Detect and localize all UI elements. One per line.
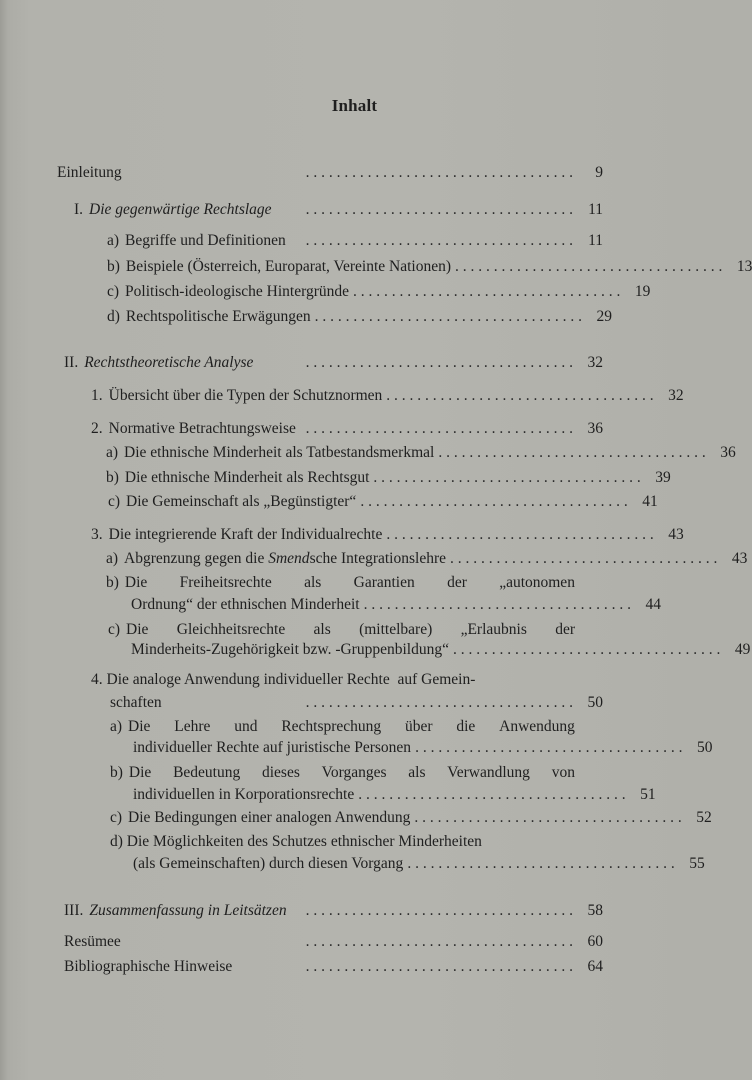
entry-number: c) xyxy=(108,621,121,638)
toc-entry-1b xyxy=(107,257,752,277)
toc-entry-2-3b-line2 xyxy=(131,595,661,615)
page-number: 32 xyxy=(668,387,684,404)
entry-number: 4. xyxy=(91,671,103,688)
leader-dots: . . . . . . . . . . . . . . . . . . . . . . . . . . . . . . . . . . . xyxy=(438,444,706,461)
entry-title-justified xyxy=(129,763,575,783)
entry-number: b) xyxy=(106,574,119,591)
toc-entry-1a xyxy=(107,231,603,251)
toc-entry-2-3b-line1 xyxy=(106,573,575,593)
entry-title: Bibliographische Hinweise xyxy=(64,958,233,975)
word: Bedeutung xyxy=(173,764,241,781)
word: „Erlaubnis xyxy=(460,621,527,638)
entry-number: III. xyxy=(64,902,84,919)
page-number: 52 xyxy=(696,809,712,826)
page-number: 44 xyxy=(645,596,661,613)
entry-number: d) xyxy=(107,308,120,325)
page-number: 11 xyxy=(588,232,603,249)
toc-entry-2-2c xyxy=(108,492,658,512)
toc-entry-2-3c-line1 xyxy=(108,620,575,640)
page-number: 43 xyxy=(668,526,684,543)
entry-title: (als Gemeinschaften) durch diesen Vorgang xyxy=(133,855,404,872)
entry-title: Rechtspolitische Erwägungen xyxy=(125,308,311,325)
entry-number: c) xyxy=(110,809,123,826)
toc-entry-2-2a xyxy=(106,443,736,463)
word: von xyxy=(551,764,575,781)
toc-entry-2-3 xyxy=(91,525,684,545)
leader-dots: . . . . . . . . . . . . . . . . . . . . . . . . . . . . . . . . . . . xyxy=(360,493,628,510)
word: die xyxy=(456,718,476,735)
entry-number: a) xyxy=(106,444,119,461)
toc-entry-2-3c-line2 xyxy=(131,640,751,660)
entry-title: Normative Betrachtungsweise xyxy=(108,420,296,437)
entry-number: c) xyxy=(108,493,121,510)
leader-dots: . . . . . . . . . . . . . . . . . . . . . . . . . . . . . . . . . . . xyxy=(358,786,626,803)
word: Die xyxy=(126,621,149,638)
entry-number: b) xyxy=(110,764,123,781)
leader-dots: . . . . . . . . . . . . . . . . . . . . . . . . . . . . . . . . . . . xyxy=(305,354,573,371)
word: der xyxy=(447,574,467,591)
entry-title: Die Gemeinschaft als „Begünstigter“ xyxy=(126,493,357,510)
page-number: 9 xyxy=(595,164,603,181)
entry-title: Die Möglichkeiten des Schutzes ethnischer Minderheiten xyxy=(126,833,482,850)
leader-dots: . . . . . . . . . . . . . . . . . . . . . . . . . . . . . . . . . . . xyxy=(363,596,631,613)
entry-title: Die ethnische Minderheit als Rechtsgut xyxy=(124,469,370,486)
entry-number: a) xyxy=(106,550,119,567)
page-number: 51 xyxy=(640,786,656,803)
word: und xyxy=(234,718,258,735)
entry-number: b) xyxy=(107,258,120,275)
toc-entry-2-1 xyxy=(91,386,684,406)
entry-title-part: Abgrenzung gegen die xyxy=(124,550,269,567)
leader-dots: . . . . . . . . . . . . . . . . . . . . . . . . . . . . . . . . . . . xyxy=(305,694,573,711)
toc-entry-2-4a-line2 xyxy=(133,738,713,758)
word: als xyxy=(313,621,331,638)
leader-dots: . . . . . . . . . . . . . . . . . . . . . . . . . . . . . . . . . . . xyxy=(452,641,721,658)
page-number: 13 xyxy=(736,258,752,275)
toc-entry-2-4d-line2 xyxy=(133,854,705,874)
entry-number: II. xyxy=(64,354,79,371)
entry-title: Die gegenwärtige Rechtslage xyxy=(89,201,272,218)
leader-dots: . . . . . . . . . . . . . . . . . . . . . . . . . . . . . . . . . . . xyxy=(450,550,718,567)
leader-dots: . . . . . . . . . . . . . . . . . . . . . . . . . . . . . . . . . . . xyxy=(305,164,573,181)
leader-dots: . . . . . . . . . . . . . . . . . . . . . . . . . . . . . . . . . . . xyxy=(407,855,675,872)
entry-title: Übersicht über die Typen der Schutznormen xyxy=(108,387,383,404)
word: Die xyxy=(128,718,151,735)
entry-number: b) xyxy=(106,469,119,486)
leader-dots: . . . . . . . . . . . . . . . . . . . . . . . . . . . . . . . . . . . xyxy=(305,232,573,249)
leader-dots: . . . . . . . . . . . . . . . . . . . . . . . . . . . . . . . . . . . xyxy=(415,739,683,756)
entry-title: Rechtstheoretische Analyse xyxy=(84,354,254,371)
word: Die xyxy=(124,574,148,591)
word: Verwandlung xyxy=(447,764,530,781)
entry-title-part: sche Integrationslehre xyxy=(309,550,446,567)
entry-title: Beispiele (Österreich, Europarat, Vereinte Nationen) xyxy=(125,258,452,275)
toc-entry-2-4b-line2 xyxy=(133,785,656,805)
word: (mittelbare) xyxy=(359,621,433,638)
entry-title xyxy=(124,549,446,569)
word: Vorganges xyxy=(321,764,387,781)
toc-entry-2-4-line2 xyxy=(110,693,603,713)
word: über xyxy=(405,718,433,735)
leader-dots: . . . . . . . . . . . . . . . . . . . . . . . . . . . . . . . . . . . xyxy=(314,308,582,325)
toc-entry-2-2b xyxy=(106,468,671,488)
page-number: 60 xyxy=(587,933,603,950)
leader-dots: . . . . . . . . . . . . . . . . . . . . . . . . . . . . . . . . . . . xyxy=(386,526,654,543)
entry-number: 1. xyxy=(91,387,103,404)
entry-number: a) xyxy=(107,232,120,249)
page-number: 32 xyxy=(587,354,603,371)
entry-title-justified xyxy=(125,573,575,593)
page-number: 36 xyxy=(720,444,736,461)
entry-title-justified xyxy=(126,620,575,640)
entry-number: 3. xyxy=(91,526,103,543)
word: dieses xyxy=(262,764,300,781)
entry-number: I. xyxy=(74,201,84,218)
leader-dots: . . . . . . . . . . . . . . . . . . . . . . . . . . . . . . . . . . . xyxy=(455,258,723,275)
word: Lehre xyxy=(174,718,211,735)
word: Garantien xyxy=(353,574,415,591)
toc-heading: Inhalt xyxy=(331,96,378,115)
page-number: 39 xyxy=(655,469,671,486)
toc-entry-2-4c xyxy=(110,808,712,828)
toc-entry-1d xyxy=(107,307,612,327)
entry-title: Die Bedingungen einer analogen Anwendung xyxy=(128,809,411,826)
toc-entry-1c xyxy=(107,282,651,302)
entry-title: Einleitung xyxy=(57,164,122,181)
entry-title: Die analoge Anwendung individueller Rechte auf Gemein- xyxy=(106,671,476,688)
page-number: 19 xyxy=(634,283,651,300)
toc-entry-2-4b-line1 xyxy=(110,763,575,783)
leader-dots: . . . . . . . . . . . . . . . . . . . . . . . . . . . . . . . . . . . xyxy=(414,809,682,826)
entry-title: Ordnung“ der ethnischen Minderheit xyxy=(131,596,360,613)
leader-dots: . . . . . . . . . . . . . . . . . . . . . . . . . . . . . . . . . . . xyxy=(373,469,641,486)
page-number: 50 xyxy=(587,694,603,711)
page-number: 58 xyxy=(587,902,603,919)
page-number: 43 xyxy=(731,550,748,567)
page-number: 29 xyxy=(596,308,612,325)
word: Anwendung xyxy=(499,718,575,735)
toc-entry-chapter-3 xyxy=(64,901,603,921)
word: der xyxy=(555,621,575,638)
page-number: 41 xyxy=(642,493,658,510)
leader-dots: . . . . . . . . . . . . . . . . . . . . . . . . . . . . . . . . . . . xyxy=(386,387,654,404)
entry-title: Minderheits-Zugehörigkeit bzw. -Gruppenbildung“ xyxy=(131,641,449,658)
word: Gleichheitsrechte xyxy=(176,621,286,638)
entry-title: Resümee xyxy=(64,933,121,950)
entry-title: Politisch-ideologische Hintergründe xyxy=(125,283,350,300)
toc-entry-resumee xyxy=(64,932,603,952)
leader-dots: . . . . . . . . . . . . . . . . . . . . . . . . . . . . . . . . . . . xyxy=(305,933,573,950)
page-number: 55 xyxy=(689,855,705,872)
toc-entry-2-3a xyxy=(106,549,748,569)
toc-entry-bibliographie xyxy=(64,957,603,977)
entry-title-italic: Smend xyxy=(268,550,310,567)
entry-title: Die integrierende Kraft der Individualrechte xyxy=(108,526,383,543)
toc-entry-chapter-1 xyxy=(74,200,603,220)
entry-title: schaften xyxy=(110,694,162,711)
word: Freiheitsrechte xyxy=(179,574,272,591)
word: „autonomen xyxy=(499,574,575,591)
leader-dots: . . . . . . . . . . . . . . . . . . . . . . . . . . . . . . . . . . . xyxy=(305,201,573,218)
page-number: 49 xyxy=(734,641,751,658)
toc-entry-2-2 xyxy=(91,419,603,439)
entry-title: individuellen in Korporationsrechte xyxy=(133,786,355,803)
leader-dots: . . . . . . . . . . . . . . . . . . . . . . . . . . . . . . . . . . . xyxy=(353,283,621,300)
entry-number: d) xyxy=(110,833,123,850)
toc-entry-2-4d-line1 xyxy=(110,832,482,852)
entry-number: 2. xyxy=(91,420,103,437)
entry-title-justified xyxy=(128,717,575,737)
entry-title: Zusammenfassung in Leitsätzen xyxy=(89,902,287,919)
entry-number: c) xyxy=(107,283,120,300)
entry-title: individueller Rechte auf juristische Personen xyxy=(133,739,412,756)
page-number: 50 xyxy=(696,739,713,756)
toc-entry-chapter-2 xyxy=(64,353,603,373)
word: als xyxy=(408,764,426,781)
toc-entry-einleitung xyxy=(57,163,603,183)
word: Die xyxy=(128,764,152,781)
word: als xyxy=(304,574,322,591)
entry-title: Begriffe und Definitionen xyxy=(125,232,286,249)
leader-dots: . . . . . . . . . . . . . . . . . . . . . . . . . . . . . . . . . . . xyxy=(305,420,573,437)
leader-dots: . . . . . . . . . . . . . . . . . . . . . . . . . . . . . . . . . . . xyxy=(305,902,573,919)
leader-dots: . . . . . . . . . . . . . . . . . . . . . . . . . . . . . . . . . . . xyxy=(305,958,573,975)
toc-entry-2-4a-line1 xyxy=(110,717,575,737)
word: Rechtsprechung xyxy=(281,718,382,735)
entry-number: a) xyxy=(110,718,123,735)
toc-entry-2-4-line1 xyxy=(91,670,475,690)
entry-title: Die ethnische Minderheit als Tatbestandsmerkmal xyxy=(124,444,435,461)
page-number: 36 xyxy=(587,420,603,437)
page-number: 11 xyxy=(588,201,603,218)
page-number: 64 xyxy=(587,958,603,975)
